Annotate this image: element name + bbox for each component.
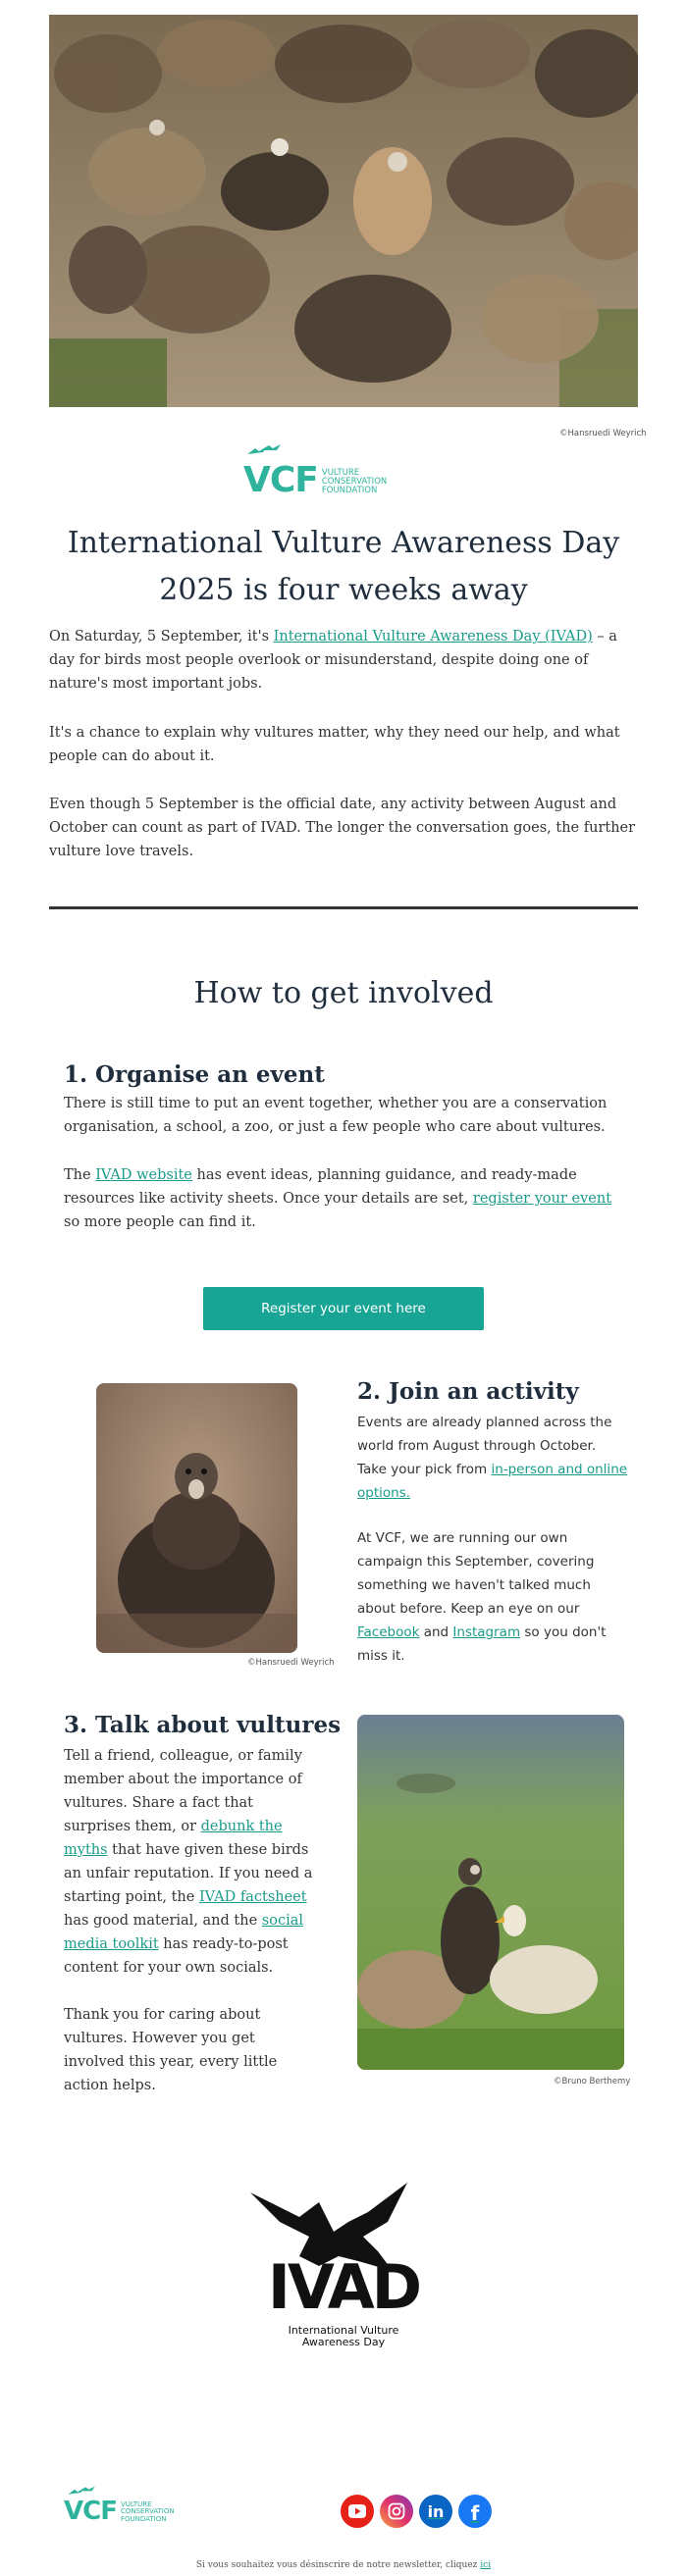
vcf-logo-letters: VCF xyxy=(243,460,318,500)
facebook-icon[interactable]: f xyxy=(458,2495,492,2528)
step-3-photo-credit: ©Bruno Berthemy xyxy=(554,2077,631,2087)
debunk-myths-link[interactable]: debunk the myths xyxy=(64,1819,283,1858)
footer-vcf-logo[interactable] xyxy=(64,2487,175,2526)
footer-vcf-letters: VCF xyxy=(64,2497,117,2526)
intro-paragraph-3: Even though 5 September is the official date, any activity between August and October can count as part of IVAD. The longer the conversation goes, the further vulture love travels. xyxy=(49,797,636,859)
intro-paragraph-2: It's a chance to explain why vultures matter, why they need our help, and what people can do about it. xyxy=(49,725,620,764)
facebook-link[interactable]: Facebook xyxy=(357,1624,420,1640)
step-1-heading: 1. Organise an event xyxy=(64,1061,325,1088)
step-3-vultures-photo xyxy=(357,1715,624,2070)
step-1-paragraph-1: There is still time to put an event together, whether you are a conservation organisation, a school, a zoo, or just a few people who care about vultures. xyxy=(64,1096,608,1135)
hero-photo-credit: ©Hansruedi Weyrich xyxy=(559,429,647,438)
unsubscribe-text: Si vous souhaitez vous désinscrire de notre newsletter, cliquez ici xyxy=(195,2560,492,2570)
unsubscribe-link[interactable]: ici xyxy=(480,2560,492,2570)
step-2-paragraph-2: At VCF, we are running our own campaign this September, covering something we haven't talked much about before. Keep an eye on our Facebook and Instagram so you don't miss it. xyxy=(357,1530,607,1664)
page-title: International Vulture Awareness Day 2025 is four weeks away xyxy=(67,526,620,607)
step-3-heading: 3. Talk about vultures xyxy=(64,1712,342,1738)
intro-paragraph-1: On Saturday, 5 September, it's International Vulture Awareness Day (IVAD) – a day for birds most people overlook or misunderstand, despite doing one of nature's most important jobs. xyxy=(49,629,617,692)
step-3-paragraph-2: Thank you for caring about vultures. However you get involved this year, every little action helps. xyxy=(64,2007,278,2093)
step-3-paragraph-1: Tell a friend, colleague, or family member about the importance of vultures. Share a fact that surprises them, or debunk the myths that have given these birds an unfair reputation. If you need a starting point, the IVAD factsheet has good material, and the social media toolkit has ready-to-post content for your own socials. xyxy=(64,1748,313,1976)
linkedin-icon[interactable]: in xyxy=(419,2495,452,2528)
step-1-paragraph-2: The IVAD website has event ideas, planning guidance, and ready-made resources like activity sheets. Once your details are set, register your event so more people can find it. xyxy=(64,1167,612,1230)
vcf-logo[interactable] xyxy=(243,446,387,500)
register-event-link[interactable]: register your event xyxy=(472,1191,612,1207)
youtube-icon[interactable] xyxy=(341,2495,374,2528)
divider xyxy=(49,906,638,909)
vulture-flock-icon xyxy=(245,442,285,462)
ivad-logo xyxy=(240,2178,447,2348)
footer-vcf-subtitle: VULTURE CONSERVATION FOUNDATION xyxy=(120,2499,175,2523)
step-2-photo-credit: ©Hansruedi Weyrich xyxy=(247,1658,335,1668)
step-2-paragraph-1: Events are already planned across the world from August through October. Take your pick from in-person and online options. xyxy=(357,1415,628,1501)
section-heading: How to get involved xyxy=(193,976,494,1010)
vcf-logo-subtitle: VULTURE CONSERVATION FOUNDATION xyxy=(321,468,388,495)
ivad-factsheet-link[interactable]: IVAD factsheet xyxy=(198,1889,307,1905)
ivad-logo-caption: International Vulture Awareness Day xyxy=(288,2324,399,2348)
options-link[interactable]: in-person and online options. xyxy=(357,1462,628,1501)
hero-photo xyxy=(49,15,638,407)
vulture-flock-icon xyxy=(66,2485,99,2500)
register-event-button[interactable]: Register your event here xyxy=(203,1287,484,1330)
instagram-icon[interactable] xyxy=(380,2495,413,2528)
ivad-wordmark: IVAD xyxy=(267,2251,420,2323)
step-2-heading: 2. Join an activity xyxy=(357,1378,579,1405)
ivad-link[interactable]: International Vulture Awareness Day (IVAD) xyxy=(273,629,593,644)
ivad-website-link[interactable]: IVAD website xyxy=(95,1167,192,1183)
step-2-vulture-photo xyxy=(96,1383,297,1653)
instagram-link[interactable]: Instagram xyxy=(452,1624,521,1640)
social-media-toolkit-link[interactable]: social media toolkit xyxy=(64,1913,303,1952)
